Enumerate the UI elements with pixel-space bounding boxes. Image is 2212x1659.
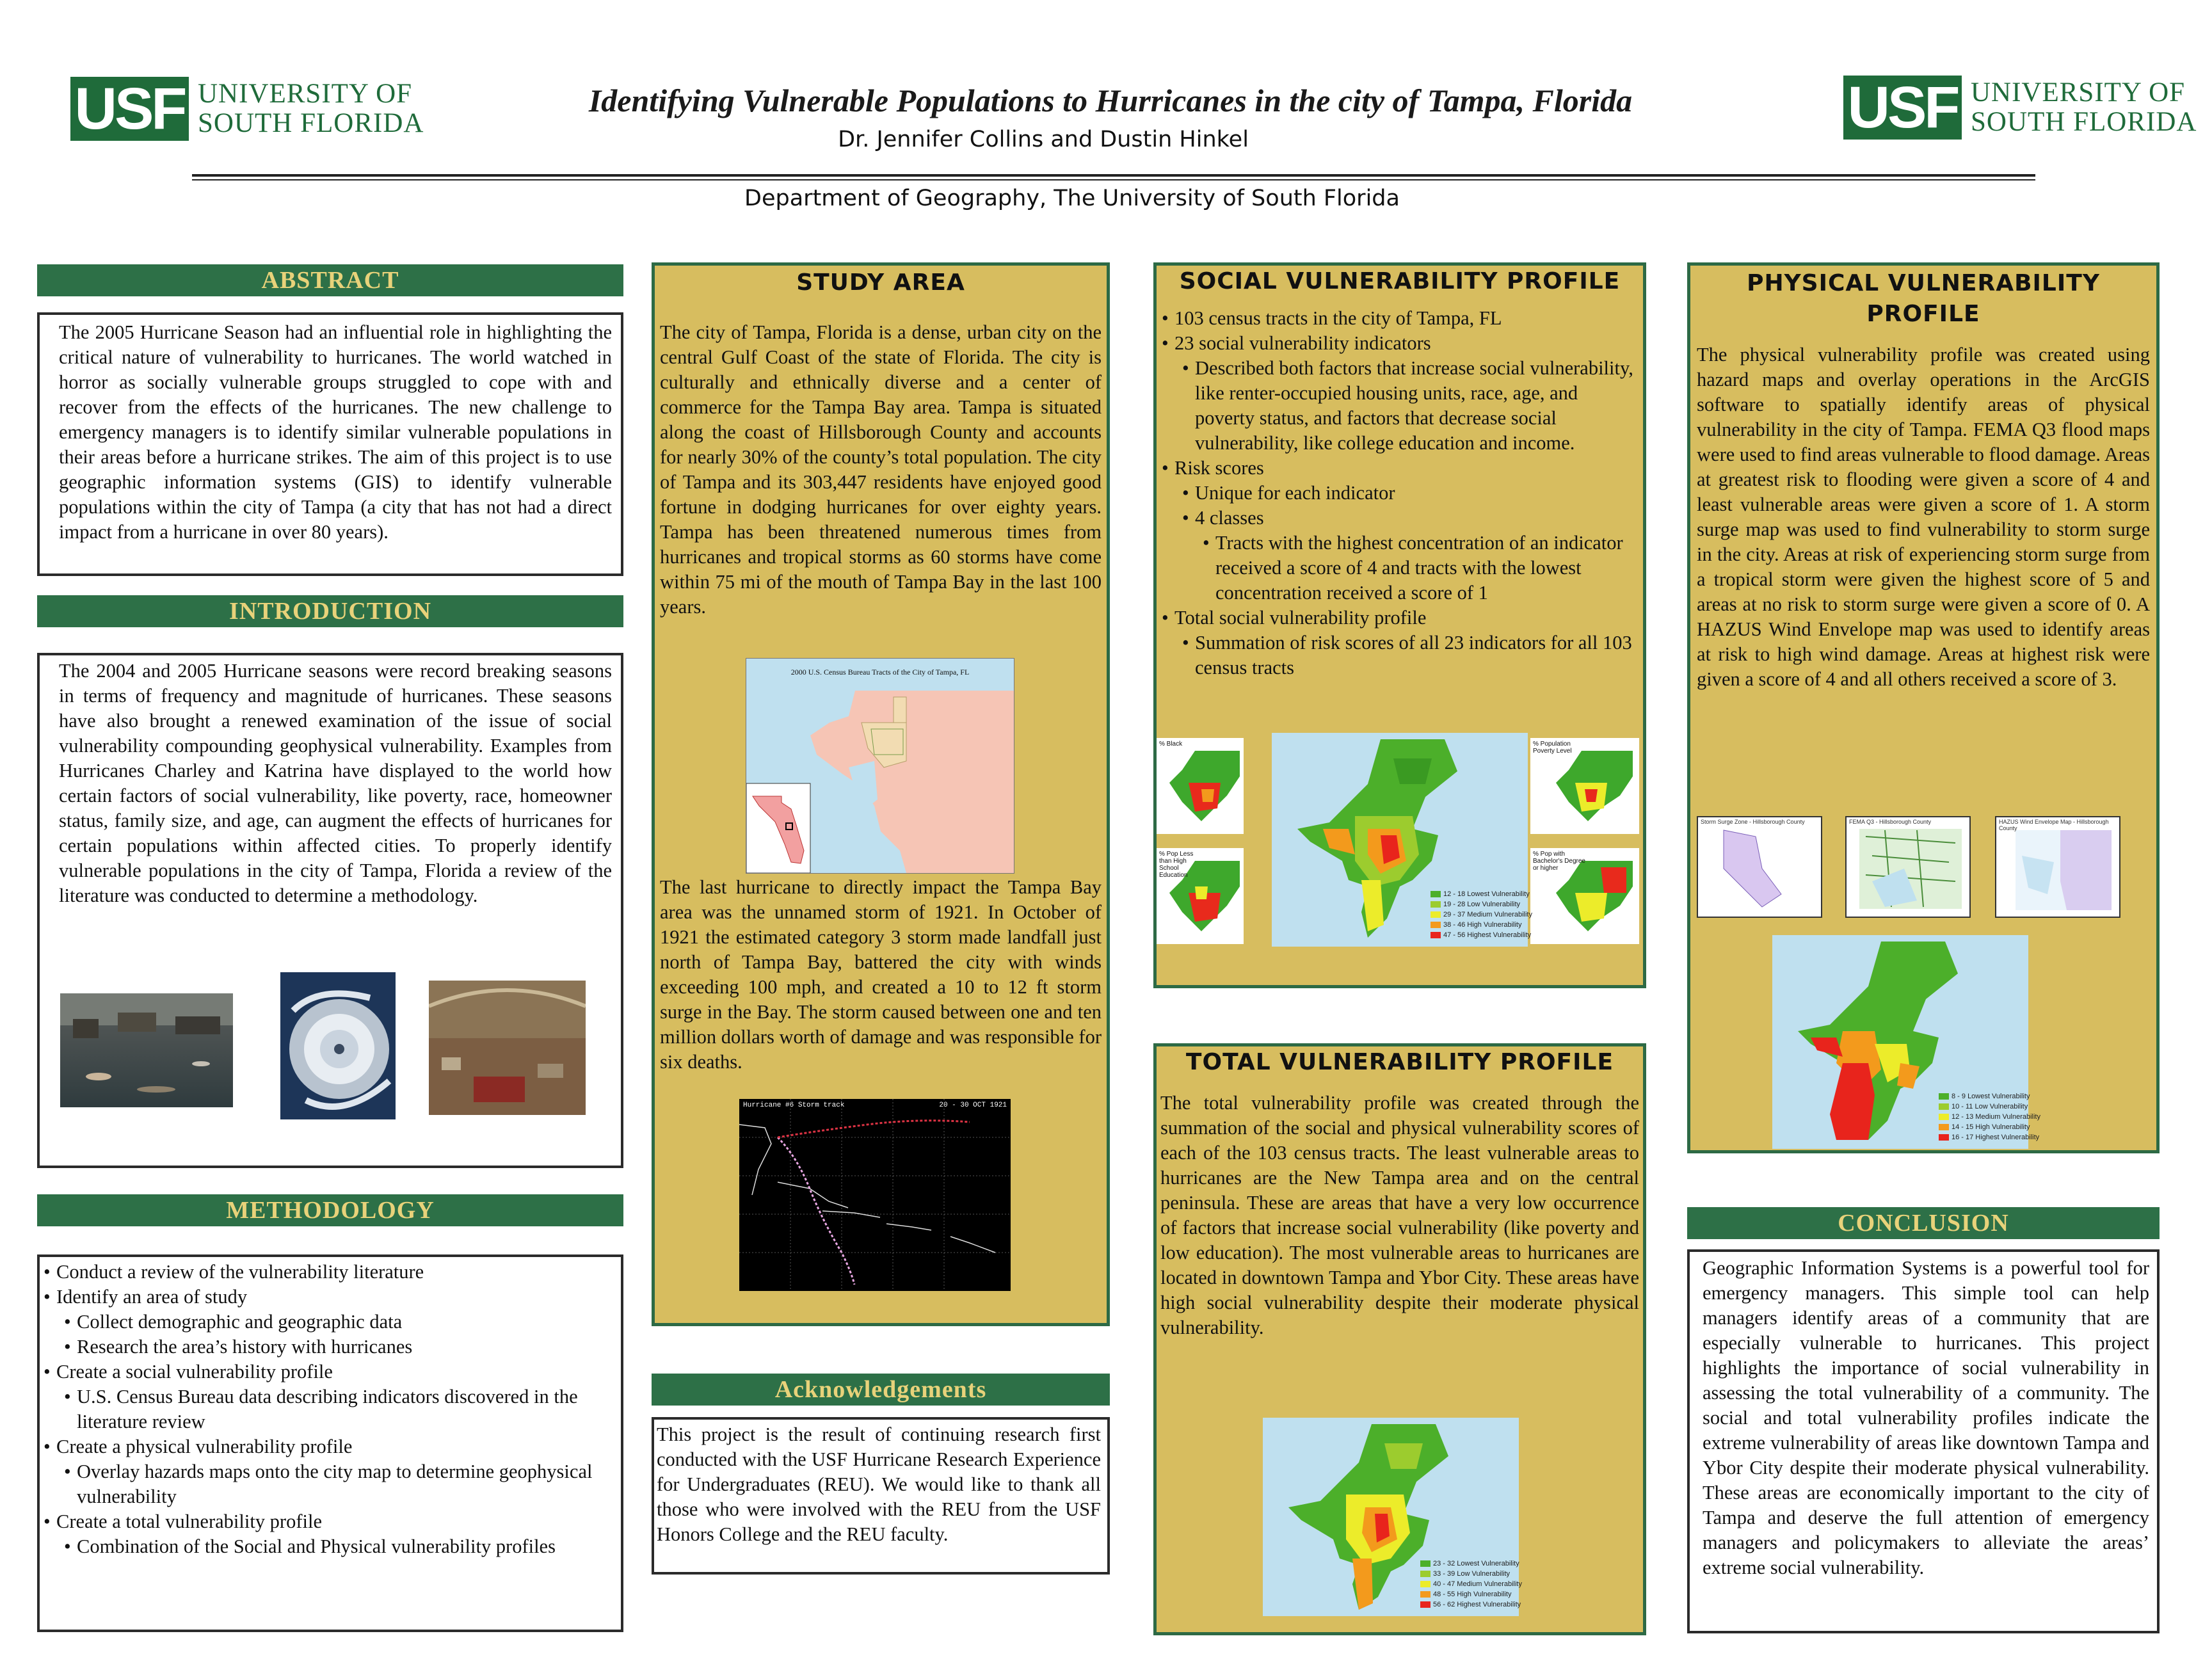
bullet-icon: • xyxy=(1182,507,1189,529)
list-item-text: Collect demographic and geographic data xyxy=(77,1311,403,1333)
legend-entry xyxy=(1939,1112,2040,1122)
list-item-text: 4 classes xyxy=(1195,507,1264,529)
legend-swatch xyxy=(1939,1124,1949,1130)
bullet-icon: • xyxy=(64,1535,71,1557)
list-item-text: U.S. Census Bureau data describing indicators discovered in the literature review xyxy=(77,1386,578,1432)
bullet-icon: • xyxy=(44,1261,51,1283)
usf-logo-mark: USF xyxy=(70,77,189,141)
storm-track-drawing xyxy=(739,1099,1011,1291)
fema-q3-map-thumb xyxy=(1845,816,1971,918)
logo-line-1: UNIVERSITY OF xyxy=(198,79,413,109)
legend-swatch xyxy=(1939,1114,1949,1120)
legend-label: 8 - 9 Lowest Vulnerability xyxy=(1952,1093,2030,1100)
legend-swatch xyxy=(1431,922,1441,928)
bullet-icon: • xyxy=(1182,482,1189,504)
legend-label: 16 - 17 Highest Vulnerability xyxy=(1952,1134,2040,1141)
list-item xyxy=(42,1534,612,1559)
list-item-text: Identify an area of study xyxy=(56,1286,248,1308)
list-item-text: Unique for each indicator xyxy=(1195,482,1395,504)
list-item xyxy=(1160,605,1639,630)
list-item xyxy=(1160,531,1639,605)
social-vulnerability-panel xyxy=(1153,262,1646,988)
conclusion-box xyxy=(1687,1249,2160,1633)
legend-label: 33 - 39 Low Vulnerability xyxy=(1433,1570,1511,1578)
list-item xyxy=(1160,306,1639,331)
legend-swatch xyxy=(1420,1601,1431,1608)
indicator-map-thumb xyxy=(1530,738,1639,834)
thumb-label: % Black xyxy=(1159,741,1183,748)
thumb-label: FEMA Q3 - Hillsborough County xyxy=(1849,819,1932,825)
list-item xyxy=(1160,481,1639,506)
abstract-text: The 2005 Hurricane Season had an influential role in highlighting the critical nature of vulnerability to hurricanes. The world watched in horror as socially vulnerable groups struggled to cope with and recover from the effects of the hurricanes. The new challenge to emergency managers is to identify similar vulnerable populations in their areas before a hurricane strikes. The aim of this project is to use geographic information systems (GIS) to identify vulnerable populations within the city of Tampa (a city that has not had a direct impact from a hurricane in over 80 years). xyxy=(59,321,612,543)
list-item-text: Risk scores xyxy=(1174,457,1264,479)
bullet-icon: • xyxy=(1162,457,1169,479)
hurricane-satellite-photo xyxy=(280,972,396,1119)
usf-logo-right xyxy=(1843,76,2197,140)
indicator-map-thumb xyxy=(1157,738,1244,834)
list-item xyxy=(42,1334,612,1359)
indicator-map-thumb xyxy=(1530,848,1639,944)
legend-label: 40 - 47 Medium Vulnerability xyxy=(1433,1580,1522,1588)
bullet-icon: • xyxy=(64,1336,71,1358)
study-area-text-1: The city of Tampa, Florida is a dense, urban city on the central Gulf Coast of the state of Florida. The city is culturally and ethnically diverse and a center of commerce for the Tampa Bay area. Tampa is situated along the coast of Hillsborough County and accounts for nearly 30% of the county’s total population. The city of Tampa and its 303,447 residents have enjoyed good fortune in dodging hurricanes for over eighty years. Tampa has been threatened numerous times from hurricanes and tropical storms as 60 storms have come within 75 mi of the mouth of Tampa Bay in the last 100 years. xyxy=(660,321,1102,618)
shelter-photo xyxy=(429,981,586,1115)
abstract-box xyxy=(37,312,623,576)
bullet-icon: • xyxy=(44,1286,51,1308)
legend-entry xyxy=(1939,1132,2040,1142)
bullet-icon: • xyxy=(64,1311,71,1333)
legend-label: 23 - 32 Lowest Vulnerability xyxy=(1433,1560,1519,1567)
list-item xyxy=(1160,331,1639,356)
legend-swatch xyxy=(1431,891,1441,897)
list-item-text: Total social vulnerability profile xyxy=(1174,607,1427,629)
legend-swatch xyxy=(1939,1103,1949,1110)
legend-swatch xyxy=(1431,901,1441,908)
thumb-label: Storm Surge Zone - Hillsborough County xyxy=(1701,819,1805,825)
legend-label: 38 - 46 High Vulnerability xyxy=(1443,921,1522,929)
list-item-text: Create a physical vulnerability profile xyxy=(56,1436,353,1457)
legend-label: 19 - 28 Low Vulnerability xyxy=(1443,901,1521,908)
legend-label: 29 - 37 Medium Vulnerability xyxy=(1443,911,1532,918)
list-item xyxy=(1160,630,1639,680)
census-tracts-map xyxy=(746,658,1014,874)
list-item xyxy=(42,1509,612,1534)
list-item-text: Described both factors that increase social vulnerability, like renter-occupied housing units, race, age, and poverty status, and factors that decrease social vulnerability, like college education and income. xyxy=(1195,357,1633,454)
legend-swatch xyxy=(1420,1571,1431,1577)
list-item xyxy=(42,1359,612,1384)
thumb-label: % Pop with Bachelor's Degree or higher xyxy=(1533,851,1585,872)
study-area-panel xyxy=(652,262,1110,1326)
list-item-text: Research the area’s history with hurricanes xyxy=(77,1336,413,1358)
social-list xyxy=(1160,306,1639,680)
acknowledgements-text: This project is the result of continuing research first conducted with the USF Hurricane Research Experience for Undergraduates (REU). We would like to thank all those who were involved with the REU from the USF Honors College and the REU faculty. xyxy=(657,1423,1101,1545)
acknowledgements-box xyxy=(652,1417,1110,1575)
legend-entry xyxy=(1431,920,1532,930)
physical-heading xyxy=(1697,268,2150,330)
list-item-text: Conduct a review of the vulnerability literature xyxy=(56,1261,424,1283)
total-map-legend xyxy=(1420,1559,1522,1610)
legend-swatch xyxy=(1420,1560,1431,1567)
legend-swatch xyxy=(1939,1134,1949,1141)
legend-swatch xyxy=(1431,911,1441,918)
storm-surge-map-thumb xyxy=(1697,816,1822,918)
legend-swatch xyxy=(1420,1591,1431,1598)
list-item xyxy=(42,1384,612,1434)
usf-logo-mark: USF xyxy=(1843,76,1962,140)
census-map-drawing xyxy=(746,659,1014,873)
list-item-text: 103 census tracts in the city of Tampa, FL xyxy=(1174,307,1502,329)
bullet-icon: • xyxy=(1182,632,1189,653)
legend-label: 48 - 55 High Vulnerability xyxy=(1433,1591,1512,1598)
legend-entry xyxy=(1420,1579,1522,1589)
physical-heading-line-1: PHYSICAL VULNERABILITY xyxy=(1747,270,2100,296)
bullet-icon: • xyxy=(1182,357,1189,379)
thumb-label: % Pop Less than High School Education xyxy=(1159,851,1194,879)
physical-text: The physical vulnerability profile was created using hazard maps and overlay operations in the ArcGIS software to spatially identify areas of physical vulnerability in the city of Tampa. FEMA Q3 flood maps were used to find areas vulnerable to flood damage. Areas at greatest risk to flooding were given a score of 4 and least vulnerable areas were given a score of 1. A storm surge map was used to find vulnerability to storm surge in the city. Areas at risk of experiencing storm surge from a tropical storm were given the highest score of 5 and areas at no risk to storm surge were given a score of 0. A HAZUS Wind Envelope map was used to identify areas at risk to high wind damage. Areas at highest risk were given a score of 4 and all others received a score of 3. xyxy=(1697,344,2151,690)
list-item-text: Tracts with the highest concentration of an indicator received a score of 4 and tracts with the lowest concentration received a score of 1 xyxy=(1215,532,1623,604)
thumb-label: HAZUS Wind Envelope Map - Hillsborough County xyxy=(1999,819,2109,831)
total-vulnerability-panel xyxy=(1153,1043,1646,1635)
conclusion-text: Geographic Information Systems is a powerful tool for emergency managers. This simple tool can help managers identify areas of a community that are especially vulnerable to hurricanes. This project highlights the importance of social vulnerability in assessing the total vulnerability of a community. The social and total vulnerability profiles indicate the extreme vulnerability of areas like downtown Tampa and Ybor City despite their moderate physical vulnerability. These areas are economically important to the city of Tampa and deserve the full attention of emergency managers and policymakers to alleviate the areas’ extreme social vulnerability. xyxy=(1703,1257,2149,1578)
legend-entry xyxy=(1939,1091,2040,1102)
list-item-text: Summation of risk scores of all 23 indicators for all 103 census tracts xyxy=(1195,632,1632,678)
bullet-icon: • xyxy=(44,1361,51,1382)
legend-swatch xyxy=(1939,1093,1949,1100)
storm-track-map xyxy=(739,1099,1011,1291)
legend-label: 12 - 13 Medium Vulnerability xyxy=(1952,1113,2040,1121)
legend-entry xyxy=(1431,899,1532,910)
legend-entry xyxy=(1939,1122,2040,1132)
indicator-map-thumb xyxy=(1157,848,1244,944)
physical-map-legend xyxy=(1939,1091,2040,1142)
list-item-text: Combination of the Social and Physical vulnerability profiles xyxy=(77,1535,556,1557)
list-item-text: Overlay hazards maps onto the city map to determine geophysical vulnerability xyxy=(77,1461,593,1507)
list-item xyxy=(42,1434,612,1459)
logo-line-2: SOUTH FLORIDA xyxy=(198,108,424,138)
legend-label: 47 - 56 Highest Vulnerability xyxy=(1443,931,1532,939)
department: Department of Geography, The University of South Florida xyxy=(744,186,1400,211)
legend-entry xyxy=(1420,1589,1522,1599)
poster-authors: Dr. Jennifer Collins and Dustin Hinkel xyxy=(838,127,1249,152)
list-item-text: Create a total vulnerability profile xyxy=(56,1511,322,1532)
storm-track-date: 20 - 30 OCT 1921 xyxy=(939,1102,1007,1109)
list-item xyxy=(1160,356,1639,456)
legend-label: 14 - 15 High Vulnerability xyxy=(1952,1123,2030,1131)
legend-label: 10 - 11 Low Vulnerability xyxy=(1952,1103,2028,1110)
bullet-icon: • xyxy=(1162,607,1169,629)
study-area-heading: STUDY AREA xyxy=(796,269,965,296)
total-text: The total vulnerability profile was created through the summation of the social and physical vulnerability scores of each of the 103 census tracts. The least vulnerable areas to hurricanes are the New Tampa area and on the central peninsula. These are areas that have a very low occurrence of factors that increase social vulnerability (like poverty and low education). The most vulnerable areas to hurricanes are located in downtown Tampa and Ybor City. These areas have high social vulnerability despite their moderate physical vulnerability. xyxy=(1160,1092,1639,1338)
legend-entry xyxy=(1431,889,1532,899)
header-rule xyxy=(192,174,2035,177)
bullet-icon: • xyxy=(1203,532,1210,554)
flood-photo xyxy=(60,993,233,1107)
legend-entry xyxy=(1420,1559,1522,1569)
introduction-heading: INTRODUCTION xyxy=(37,595,623,627)
hazus-wind-map-thumb xyxy=(1995,816,2120,918)
bullet-icon: • xyxy=(44,1511,51,1532)
list-item-text: 23 social vulnerability indicators xyxy=(1174,332,1431,354)
list-item xyxy=(1160,506,1639,531)
list-item xyxy=(42,1285,612,1310)
usf-logo-left xyxy=(70,77,424,141)
list-item xyxy=(1160,456,1639,481)
list-item xyxy=(42,1260,612,1285)
header-rule xyxy=(192,179,2035,180)
bullet-icon: • xyxy=(1162,332,1169,354)
physical-vulnerability-panel xyxy=(1687,262,2160,1153)
abstract-heading: ABSTRACT xyxy=(37,264,623,296)
methodology-heading: METHODOLOGY xyxy=(37,1194,623,1226)
logo-line-2: SOUTH FLORIDA xyxy=(1971,107,2197,137)
bullet-icon: • xyxy=(1162,307,1169,329)
introduction-box xyxy=(37,653,623,1168)
legend-entry xyxy=(1431,930,1532,940)
total-heading: TOTAL VULNERABILITY PROFILE xyxy=(1185,1049,1614,1075)
bullet-icon: • xyxy=(64,1386,71,1407)
social-heading: SOCIAL VULNERABILITY PROFILE xyxy=(1179,268,1621,294)
methodology-list xyxy=(42,1260,612,1559)
methodology-box xyxy=(37,1254,623,1632)
list-item xyxy=(42,1459,612,1509)
list-item-text: Create a social vulnerability profile xyxy=(56,1361,333,1382)
legend-label: 12 - 18 Lowest Vulnerability xyxy=(1443,890,1530,898)
legend-entry xyxy=(1420,1599,1522,1610)
bullet-icon: • xyxy=(44,1436,51,1457)
poster-title: Identifying Vulnerable Populations to Hurricanes in the city of Tampa, Florida xyxy=(588,83,1633,118)
legend-swatch xyxy=(1420,1581,1431,1587)
census-map-caption: 2000 U.S. Census Bureau Tracts of the City of Tampa, FL xyxy=(790,668,970,677)
thumb-label: % Population Poverty Level xyxy=(1533,741,1572,755)
study-area-text-2: The last hurricane to directly impact the Tampa Bay area was the unnamed storm of 1921. In October of 1921 the estimated category 3 storm made landfall just north of Tampa Bay, battered the city with winds exceeding 100 mph, and created a 10 to 12 ft storm surge in the Bay. The storm caused between one and ten million dollars worth of damage and was responsible for six deaths. xyxy=(660,876,1102,1073)
legend-entry xyxy=(1939,1102,2040,1112)
legend-entry xyxy=(1431,910,1532,920)
list-item xyxy=(42,1310,612,1334)
legend-entry xyxy=(1420,1569,1522,1579)
bullet-icon: • xyxy=(64,1461,71,1482)
acknowledgements-heading: Acknowledgements xyxy=(652,1374,1110,1406)
physical-heading-line-2: PROFILE xyxy=(1866,301,1980,327)
legend-swatch xyxy=(1431,932,1441,938)
introduction-text: The 2004 and 2005 Hurricane seasons were record breaking seasons in terms of frequency and magnitude of hurricanes. These seasons have also brought a renewed examination of the issue of social vulnerability compounding geophysical vulnerability. Examples from Hurricanes Charley and Katrina have displayed to the world how certain factors of social vulnerability, like poverty, race, homeowner status, family size, and age, can augment the effects of hurricanes for certain populations within affected cities. To properly identify vulnerable populations in the city of Tampa, Florida a review of the literature was conducted to determine a methodology. xyxy=(59,660,612,906)
legend-label: 56 - 62 Highest Vulnerability xyxy=(1433,1601,1521,1608)
logo-line-1: UNIVERSITY OF xyxy=(1971,77,2186,108)
social-map-legend xyxy=(1431,889,1532,940)
conclusion-heading: CONCLUSION xyxy=(1687,1207,2160,1239)
storm-track-label: Hurricane #6 Storm track xyxy=(743,1102,845,1109)
